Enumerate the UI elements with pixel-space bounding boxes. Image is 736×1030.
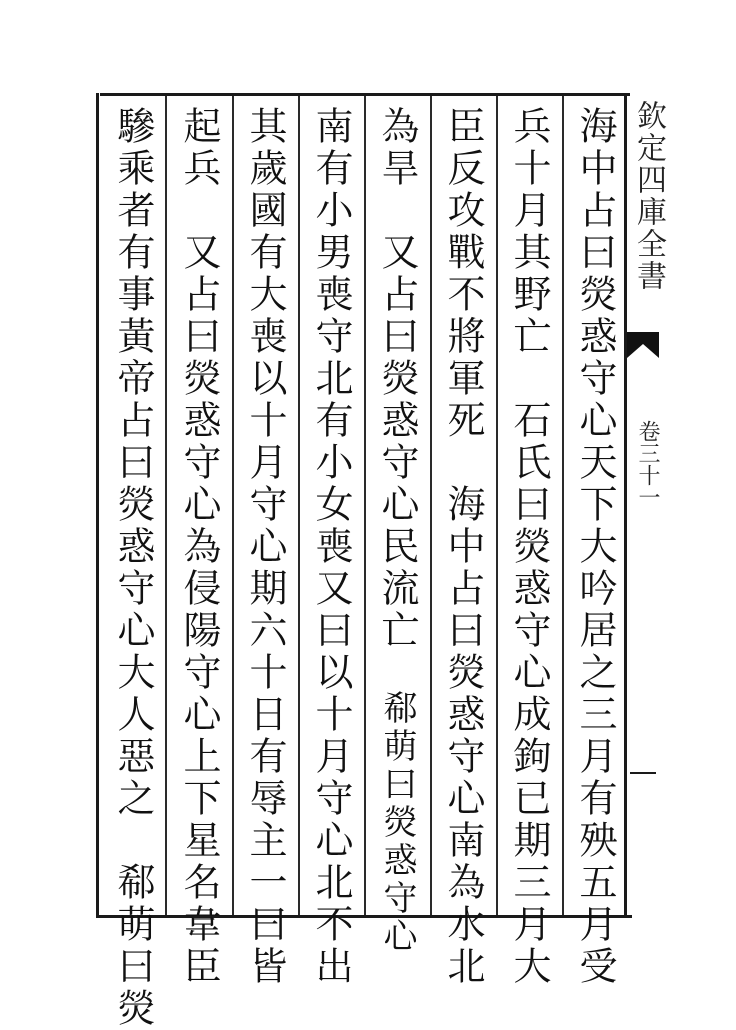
text-column-3: [440, 106, 486, 988]
column-rule: [496, 96, 498, 915]
column-rule: [232, 96, 234, 915]
column-8-text-a: 驂乘者有事黃帝占曰熒惑守心大人惡之: [111, 106, 155, 820]
margin-juan-number: 卷三十一: [635, 420, 660, 508]
column-6-text: 其歲國有大喪以十月守心期六十日有辱主一曰皆: [243, 106, 287, 988]
fish-tail-mark-icon: [627, 332, 659, 358]
column-rule: [562, 96, 564, 915]
column-2-text-b: 石氏曰熒惑守心成鉤已期三月大: [507, 358, 551, 988]
column-8-text-b: 郗萌曰熒: [111, 820, 155, 1030]
frame-left-border: [96, 93, 99, 918]
column-2-text-a: 兵十月其野亡: [507, 106, 551, 358]
column-rule: [298, 96, 300, 915]
column-1-text: 海中占曰熒惑守心天下大吟居之三月有殃五月受: [573, 106, 617, 988]
column-rule: [165, 96, 167, 915]
column-5-text: 南有小男喪守北有小女喪又曰以十月守心北不出: [309, 106, 353, 988]
column-3-text-b: 海中占曰熒惑守心南為水北: [441, 442, 485, 988]
text-column-4: [374, 106, 420, 956]
text-column-8: [110, 106, 156, 1030]
column-7-text-b: 又占曰熒惑守心為侵陽守心上下星名韋臣: [177, 190, 221, 988]
column-4-text-a: 為旱: [375, 106, 419, 190]
text-column-7: [176, 106, 222, 988]
margin-book-title: 欽定四庫全書: [631, 100, 666, 292]
text-column-6: [242, 106, 288, 988]
margin-rule: [630, 772, 656, 774]
column-rule: [364, 96, 366, 915]
text-column-5: [308, 106, 354, 988]
column-3-text-a: 臣反攻戰不將軍死: [441, 106, 485, 442]
column-rule: [430, 96, 432, 915]
text-column-2: [506, 106, 552, 988]
column-4-text-b: 又占曰熒惑守心民流亡: [375, 190, 419, 652]
column-4-text-c: 郗萌曰熒惑守心: [377, 652, 417, 956]
column-7-text-a: 起兵: [177, 106, 221, 190]
text-column-1: [572, 106, 618, 988]
